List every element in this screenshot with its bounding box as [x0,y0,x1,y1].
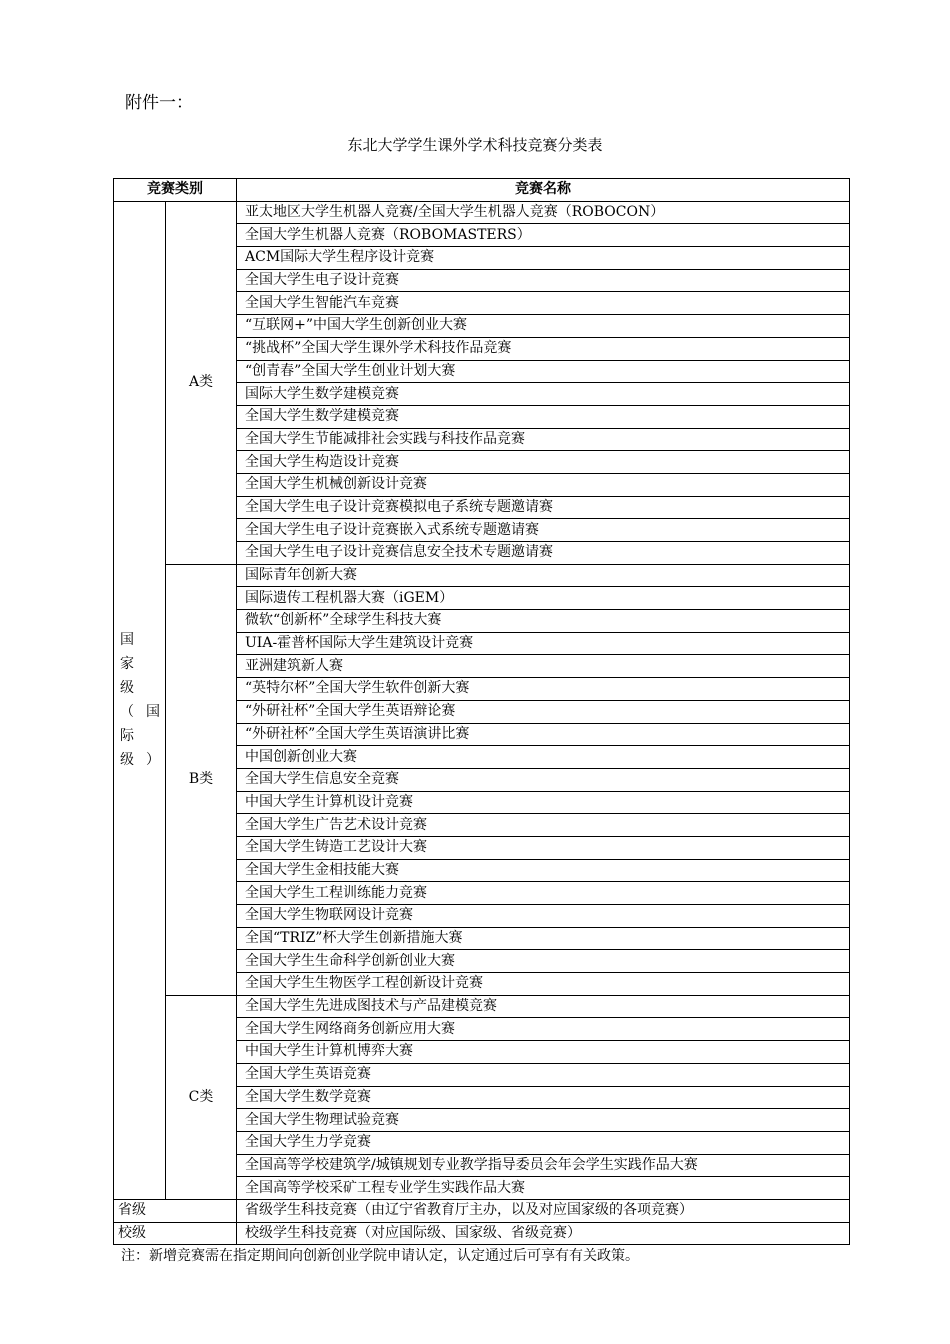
competition-name: 亚洲建筑新人赛 [237,655,850,678]
competition-name: 中国大学生计算机博弈大赛 [237,1041,850,1064]
competition-name: “外研社杯”全国大学生英语演讲比赛 [237,723,850,746]
competition-name: 全国大学生铸造工艺设计大赛 [237,836,850,859]
provincial-level-label: 省级 [114,1199,237,1222]
table-row [114,995,850,1018]
competition-name: 国际遗传工程机器大赛（iGEM） [237,587,850,610]
competition-name: 全国大学生广告艺术设计竞赛 [237,814,850,837]
competition-name: 微软“创新杯”全球学生科技大赛 [237,610,850,633]
competition-name: UIA-霍普杯国际大学生建筑设计竞赛 [237,632,850,655]
header-category: 竞赛类别 [114,179,237,202]
competition-name: 中国创新创业大赛 [237,746,850,769]
competition-name: 中国大学生计算机设计竞赛 [237,791,850,814]
competition-name: 全国大学生力学竞赛 [237,1131,850,1154]
footnote: 注：新增竞赛需在指定期间向创新创业学院申请认定，认定通过后可享有有关政策。 [121,1248,639,1264]
school-row [114,1222,850,1245]
competition-name: 全国大学生先进成图技术与产品建模竞赛 [237,995,850,1018]
header-name: 竞赛名称 [237,179,850,202]
competition-name: 全国大学生英语竞赛 [237,1063,850,1086]
competition-name: 全国大学生信息安全竞赛 [237,768,850,791]
attachment-label: 附件一： [125,93,193,113]
competition-name: “创青春”全国大学生创业计划大赛 [237,360,850,383]
competition-name: 全国大学生节能减排社会实践与科技作品竞赛 [237,428,850,451]
competition-name: 全国高等学校建筑学/城镇规划专业教学指导委员会年会学生实践作品大赛 [237,1154,850,1177]
competition-name: “英特尔杯”全国大学生软件创新大赛 [237,678,850,701]
competition-name: 全国大学生工程训练能力竞赛 [237,882,850,905]
competition-name: 全国高等学校采矿工程专业学生实践作品大赛 [237,1177,850,1200]
competition-name: 全国大学生电子设计竞赛模拟电子系统专题邀请赛 [237,496,850,519]
provincial-row [114,1199,850,1222]
competition-name: “互联网+”中国大学生创新创业大赛 [237,315,850,338]
competition-name: 全国大学生电子设计竞赛信息安全技术专题邀请赛 [237,542,850,565]
national-level-cell [114,201,172,1199]
competition-name: 全国大学生数学建模竞赛 [237,405,850,428]
competition-name: 全国大学生物理试验竞赛 [237,1109,850,1132]
table-row [114,201,850,224]
class-b-label: B类 [166,564,237,995]
page-title: 东北大学学生课外学术科技竞赛分类表 [347,136,603,154]
competition-name: 亚太地区大学生机器人竞赛/全国大学生机器人竞赛（ROBOCON） [237,201,850,224]
competition-name: 全国大学生机械创新设计竞赛 [237,473,850,496]
competition-name: 全国大学生网络商务创新应用大赛 [237,1018,850,1041]
competition-name: 全国大学生数学竞赛 [237,1086,850,1109]
competition-name: ACM国际大学生程序设计竞赛 [237,247,850,270]
provincial-competition-name: 省级学生科技竞赛（由辽宁省教育厅主办，以及对应国家级的各项竞赛） [237,1199,850,1222]
school-competition-name: 校级学生科技竞赛（对应国际级、国家级、省级竞赛） [237,1222,850,1245]
table-row [114,564,850,587]
table-header-row [114,179,850,202]
competition-name: 全国大学生生物医学工程创新设计竞赛 [237,973,850,996]
competition-classification-table [113,178,850,1245]
competition-name: 全国大学生生命科学创新创业大赛 [237,950,850,973]
table-body [114,179,850,1245]
competition-name: 全国“TRIZ”杯大学生创新措施大赛 [237,927,850,950]
competition-name: 全国大学生智能汽车竞赛 [237,292,850,315]
school-level-label: 校级 [114,1222,237,1245]
competition-name: 全国大学生构造设计竞赛 [237,451,850,474]
competition-name: “挑战杯”全国大学生课外学术科技作品竞赛 [237,337,850,360]
competition-name: 国际青年创新大赛 [237,564,850,587]
national-level-label: 国家级（国际级） [120,632,172,769]
class-c-label: C类 [166,995,237,1199]
competition-name: 国际大学生数学建模竞赛 [237,383,850,406]
competition-name: 全国大学生电子设计竞赛 [237,269,850,292]
competition-name: 全国大学生机器人竞赛（ROBOMASTERS） [237,224,850,247]
competition-name: “外研社杯”全国大学生英语辩论赛 [237,700,850,723]
competition-name: 全国大学生电子设计竞赛嵌入式系统专题邀请赛 [237,519,850,542]
class-a-label: A类 [166,201,237,564]
competition-name: 全国大学生物联网设计竞赛 [237,905,850,928]
competition-name: 全国大学生金相技能大赛 [237,859,850,882]
